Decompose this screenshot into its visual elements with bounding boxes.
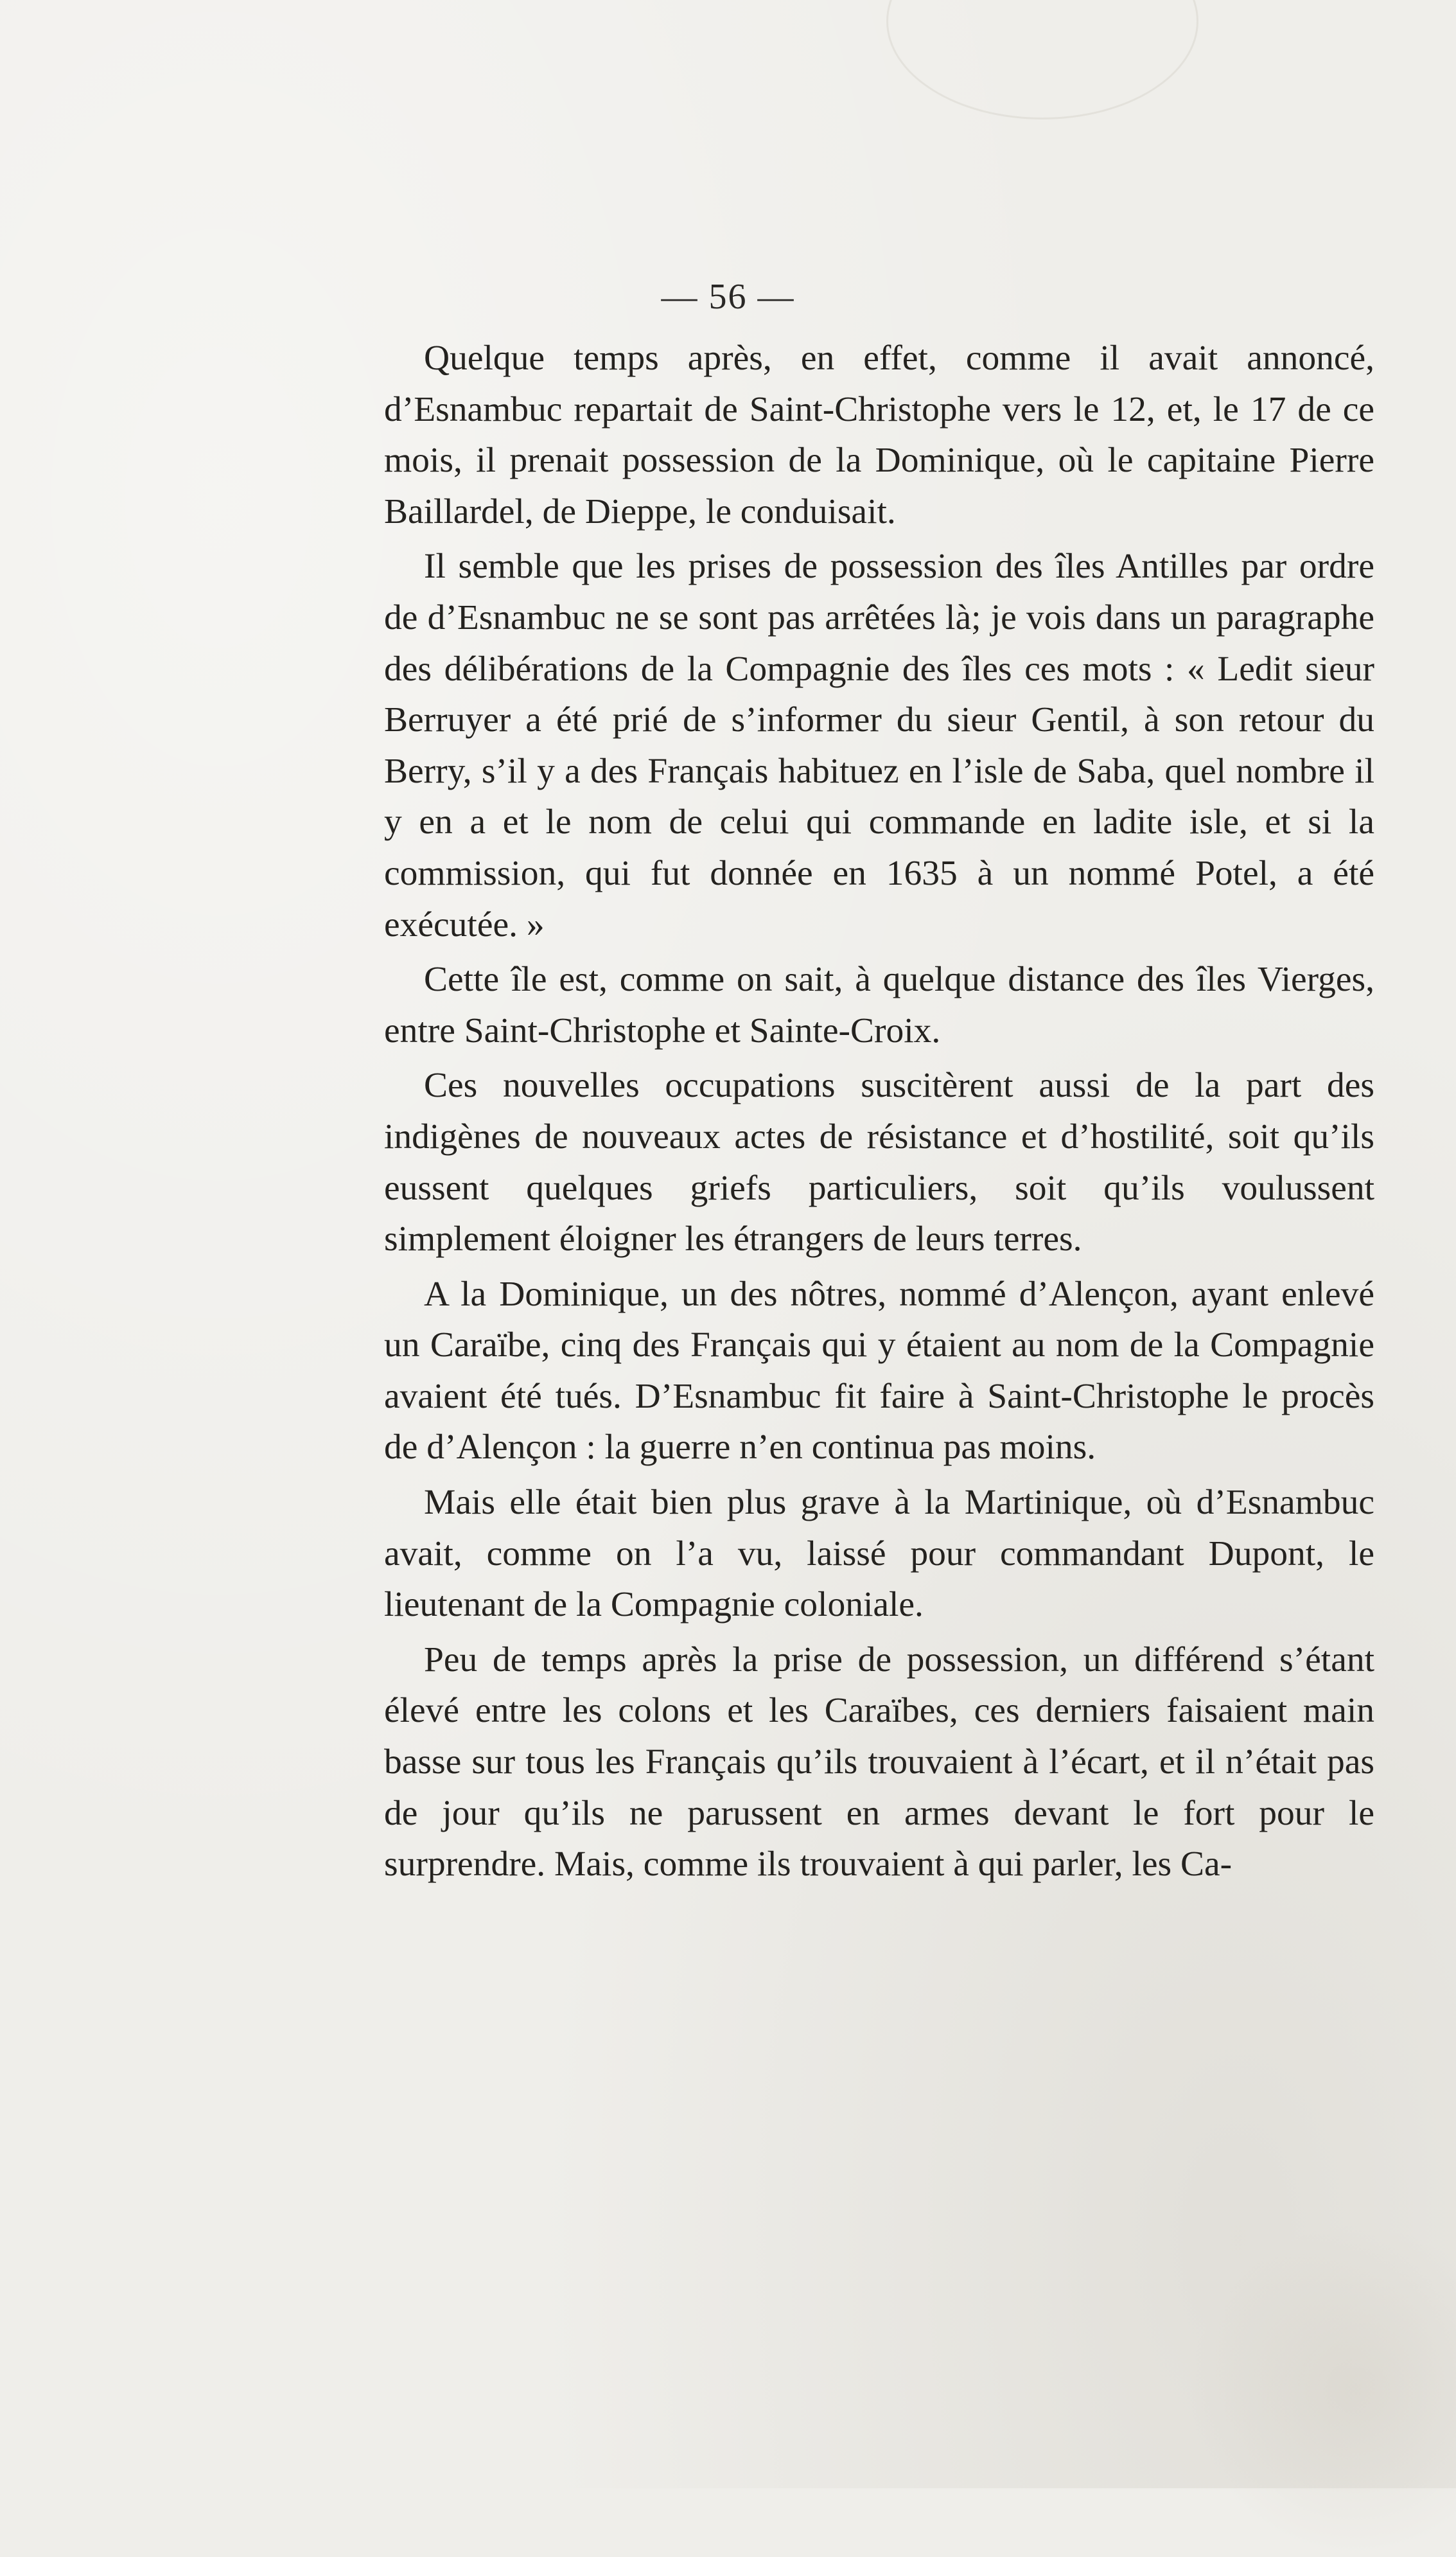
paragraph: Ces nouvelles occupations suscitèrent aussi de la part des indigènes de nouveaux actes de résistance et d’hostilité, soit qu’ils eussent quelques griefs particuliers, soit qu’ils voulussent simplement éloigner les étrangers de leurs terres. xyxy=(384,1066,1374,1259)
paragraph: A la Dominique, un des nôtres, nommé d’Alençon, ayant enlevé un Caraïbe, cinq des Français qui y étaient au nom de la Compagnie avaient été tués. D’Esnambuc fit faire à Saint-Christophe le procès de d’Alençon : la guerre n’en continua pas moins. xyxy=(384,1274,1374,1467)
paragraph: Cette île est, comme on sait, à quelque distance des îles Vierges, entre Saint-Christophe et Sainte-Croix. xyxy=(384,960,1374,1050)
paper-stain xyxy=(1188,2223,1456,2557)
paper-stain xyxy=(886,0,1198,119)
page-number: — 56 — xyxy=(661,277,795,317)
body-text xyxy=(384,333,1374,1890)
paragraph: Il semble que les prises de possession des îles Antilles par ordre de d’Esnambuc ne se sont pas arrêtées là; je vois dans un paragraphe des délibérations de la Compagnie des îles ces mots : « Ledit sieur Berruyer a été prié de s’informer du sieur Gentil, à son retour du Berry, s’il y a des Français habituez en l’isle de Saba, quel nombre il y en a et le nom de celui qui commande en ladite isle, et si la commission, qui fut donnée en 1635 à un nommé Potel, a été exécutée. » xyxy=(384,547,1374,944)
paragraph: Mais elle était bien plus grave à la Martinique, où d’Esnambuc avait, comme on l’a vu, laissé pour commandant Dupont, le lieutenant de la Compagnie coloniale. xyxy=(384,1483,1374,1625)
paragraph: Peu de temps après la prise de possession, un différend s’étant élevé entre les colons et les Caraïbes, ces derniers faisaient main basse sur tous les Français qu’ils trouvaient à l’écart, et il n’était pas de jour qu’ils ne parussent en armes devant le fort pour le surprendre. Mais, comme ils trouvaient à qui parler, les Ca- xyxy=(384,1640,1374,1884)
paragraph: Quelque temps après, en effet, comme il avait annoncé, d’Esnambuc repartait de Saint-Christophe vers le 12, et, le 17 de ce mois, il prenait possession de la Dominique, où le capitaine Pierre Baillardel, de Dieppe, le conduisait. xyxy=(384,339,1374,531)
